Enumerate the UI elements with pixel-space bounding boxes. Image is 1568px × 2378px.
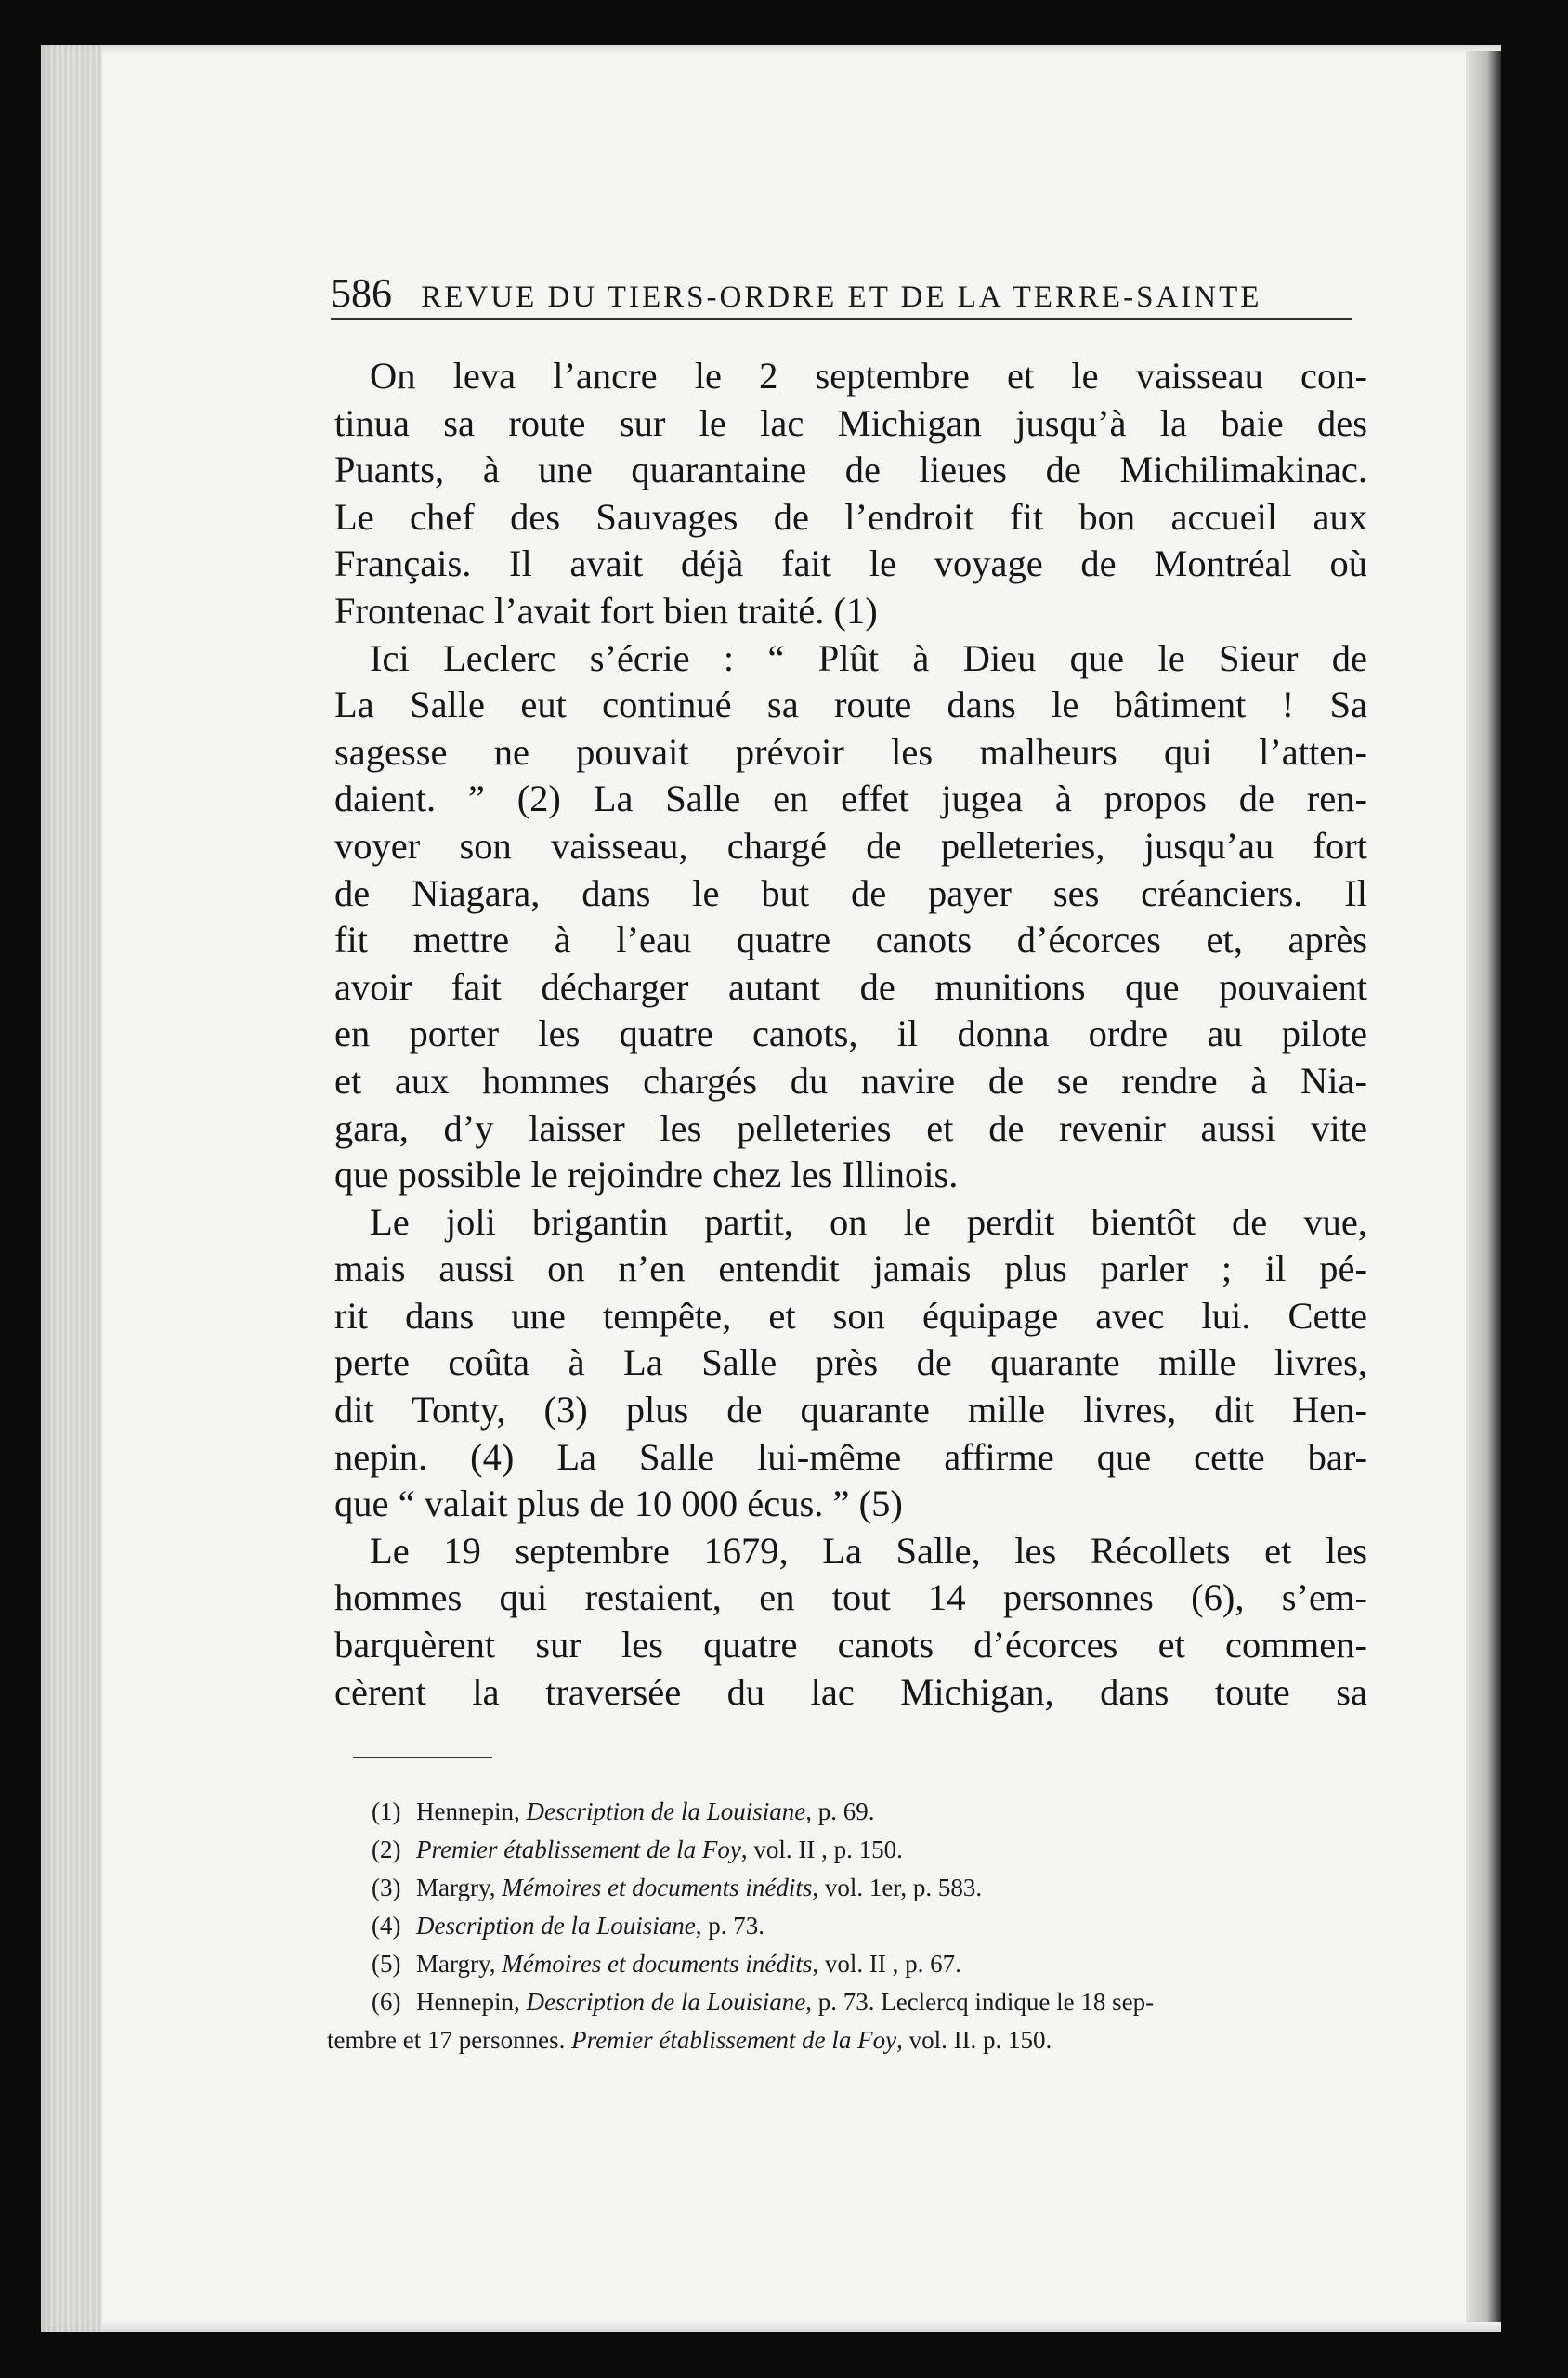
footnote-number: (6) <box>372 1988 401 2016</box>
paragraph-3 <box>334 1199 1367 1528</box>
text-line: que “ valait plus de 10 000 écus. ” (5) <box>334 1483 903 1525</box>
footnote-number: (2) <box>372 1836 401 1863</box>
text-line: que possible le rejoindre chez les Illinois. <box>334 1154 959 1196</box>
footnote-ref: , vol. 1er, p. 583. <box>812 1874 983 1901</box>
footnote-number: (4) <box>372 1912 401 1940</box>
text-line: Le chef des Sauvages de l’endroit fit bon accueil aux <box>334 495 1367 538</box>
footnote-ref: , vol. II , p. 67. <box>812 1950 961 1978</box>
footnote-work: Premier établissement de la Foy <box>571 2026 897 2054</box>
text-line: gara, d’y laisser les pelleteries et de revenir aussi vite <box>334 1106 1367 1149</box>
footnote-number: (3) <box>372 1874 401 1901</box>
text-line: barquèrent sur les quatre canots d’écorces et commen- <box>334 1624 1367 1666</box>
text-line: Français. Il avait déjà fait le voyage de Montréal où <box>334 542 1367 585</box>
footnote-rule <box>353 1757 492 1758</box>
footnote-ref: , p. 69. <box>805 1797 875 1825</box>
footnote-author: Margry, <box>416 1874 503 1901</box>
footnote-author: Hennepin, <box>416 1797 527 1825</box>
footnote-number: (5) <box>372 1950 401 1978</box>
footnote-1 <box>372 1793 1365 1831</box>
footnote-ref: , vol. II , p. 150. <box>740 1836 903 1863</box>
text-line: avoir fait décharger autant de munitions que pouvaient <box>334 965 1367 1008</box>
header-rule <box>331 318 1352 320</box>
text-line: cèrent la traversée du lac Michigan, dans toute sa <box>334 1670 1367 1713</box>
text-line: Le joli brigantin partit, on le perdit bientôt de vue, <box>370 1200 1367 1243</box>
page-stack-left-edge <box>41 45 102 2332</box>
footnote-work: Description de la Louisiane <box>416 1912 696 1940</box>
page-number: 586 <box>331 270 392 316</box>
text-line: Le 19 septembre 1679, La Salle, les Récollets et les <box>370 1529 1367 1572</box>
footnote-ref: , p. 73. Leclercq indique le 18 sep- <box>805 1988 1155 2016</box>
footnote-author: Margry, <box>416 1950 503 1978</box>
text-line: voyer son vaisseau, chargé de pelleteries, jusqu’au fort <box>334 824 1367 867</box>
text-line: daient. ” (2) La Salle en effet jugea à propos de ren- <box>334 777 1367 820</box>
footnote-6-continuation <box>327 2021 1365 2059</box>
footnote-text: tembre et 17 personnes. <box>327 2026 572 2054</box>
footnote-6 <box>372 1983 1365 2021</box>
footnote-5 <box>372 1945 1365 1983</box>
text-line: nepin. (4) La Salle lui-même affirme que cette bar- <box>334 1435 1367 1478</box>
text-line: de Niagara, dans le but de payer ses créanciers. Il <box>334 871 1367 914</box>
text-line: Frontenac l’avait fort bien traité. (1) <box>334 589 878 632</box>
footnote-work: Description de la Louisiane <box>526 1988 806 2016</box>
text-line: en porter les quatre canots, il donna ordre au pilote <box>334 1013 1367 1055</box>
body-text <box>334 353 1367 1716</box>
text-line: hommes qui restaient, en tout 14 personnes (6), s’em- <box>334 1576 1367 1619</box>
footnote-ref: , p. 73. <box>695 1912 764 1940</box>
text-line: rit dans une tempête, et son équipage avec lui. Cette <box>334 1294 1367 1337</box>
footnote-work: Mémoires et documents inédits <box>502 1950 813 1978</box>
footnote-3 <box>372 1869 1365 1907</box>
text-line: tinua sa route sur le lac Michigan jusqu’à la baie des <box>334 401 1367 444</box>
paragraph-4 <box>334 1528 1367 1716</box>
paragraph-1 <box>334 353 1367 635</box>
running-head <box>331 269 1352 317</box>
footnote-work: Premier établissement de la Foy <box>416 1836 741 1863</box>
text-line: mais aussi on n’en entendit jamais plus parler ; il pé- <box>334 1248 1367 1290</box>
footnote-4 <box>372 1907 1365 1945</box>
footnote-2 <box>372 1831 1365 1869</box>
text-line: sagesse ne pouvait prévoir les malheurs qui l’atten- <box>334 730 1367 773</box>
footnote-ref: , vol. II. p. 150. <box>896 2026 1052 2054</box>
footnotes <box>327 1793 1365 2059</box>
text-line: La Salle eut continué sa route dans le bâtiment ! Sa <box>334 684 1367 726</box>
text-line: On leva l’ancre le 2 septembre et le vaisseau con- <box>370 355 1367 397</box>
journal-title: REVUE DU TIERS-ORDRE ET DE LA TERRE-SAINTE <box>421 281 1262 314</box>
footnote-author: Hennepin, <box>416 1988 527 2016</box>
text-line: et aux hommes chargés du navire de se rendre à Nia- <box>334 1059 1367 1102</box>
paragraph-2 <box>334 635 1367 1199</box>
footnote-number: (1) <box>372 1797 401 1825</box>
text-line: Ici Leclerc s’écrie : “ Plût à Dieu que le Sieur de <box>370 636 1367 679</box>
text-line: Puants, à une quarantaine de lieues de Michilimakinac. <box>334 449 1367 491</box>
footnote-work: Mémoires et documents inédits <box>502 1874 813 1901</box>
text-line: perte coûta à La Salle près de quarante mille livres, <box>334 1341 1367 1384</box>
page-stack-right-edge <box>1466 51 1501 2322</box>
text-line: fit mettre à l’eau quatre canots d’écorces et, après <box>334 919 1367 961</box>
footnote-work: Description de la Louisiane <box>526 1797 806 1825</box>
text-line: dit Tonty, (3) plus de quarante mille livres, dit Hen- <box>334 1389 1367 1431</box>
